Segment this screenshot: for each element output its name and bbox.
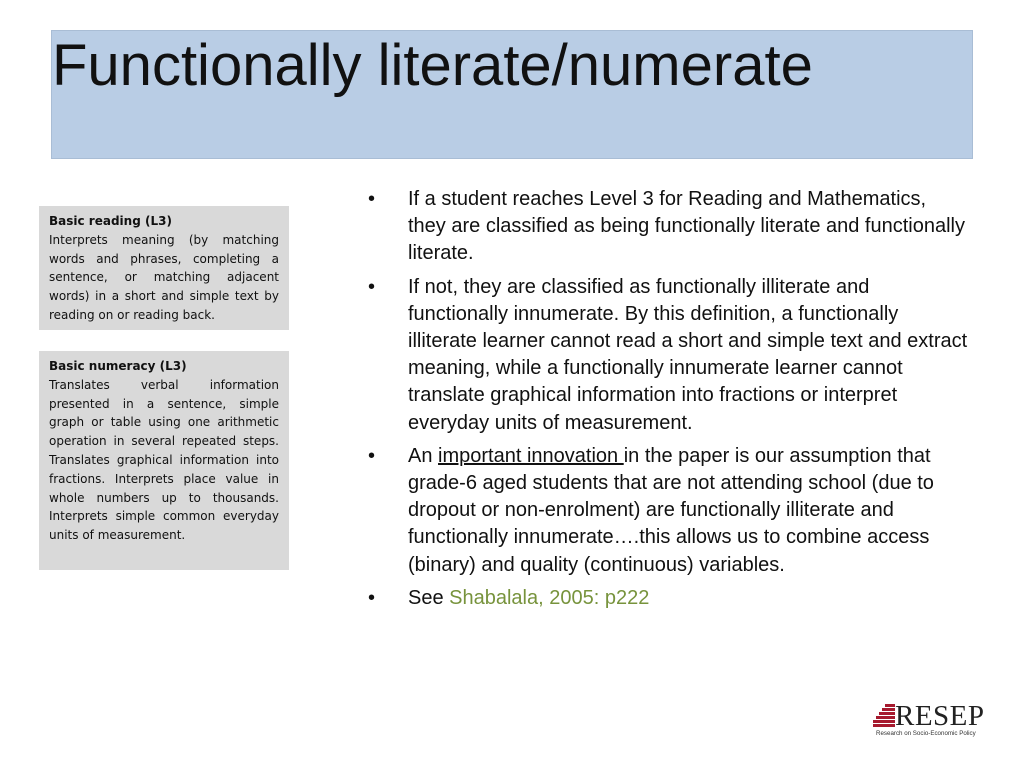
bullet-text-prefix: An	[408, 444, 439, 467]
slide-title: Functionally literate/numerate	[52, 33, 813, 98]
important-innovation-link[interactable]: important innovation	[438, 444, 624, 467]
bullet-text: If not, they are classified as functionally illiterate and functionally innumerate. By this definition, a functionally illiterate learner cannot read a short and simple text and extract meaning, while a functionally innumerate learner cannot translate graphical information into fractions or interpret everyday units of measurement.	[408, 275, 968, 434]
bullet-text: If a student reaches Level 3 for Reading and Mathematics, they are classified as being functionally literate and functionally literate.	[408, 188, 965, 265]
basic-reading-title: Basic reading (L3)	[49, 214, 172, 228]
bullet-item	[368, 585, 968, 612]
basic-numeracy-title: Basic numeracy (L3)	[49, 359, 187, 373]
resep-logo	[873, 700, 988, 740]
bullet-marker: •	[368, 188, 376, 210]
bullet-item	[368, 274, 968, 437]
bullet-marker: •	[368, 275, 376, 298]
logo-wordmark: RESEP	[895, 700, 985, 732]
logo-tagline: Research on Socio-Economic Policy	[876, 730, 976, 737]
bullet-marker: •	[368, 586, 376, 609]
bullet-item	[368, 443, 968, 579]
basic-reading-box	[39, 206, 289, 330]
bullet-marker: •	[368, 444, 376, 467]
basic-reading-text: Interprets meaning (by matching words and phrases, completing a sentence, or matching adjacent words) in a short and simple text by reading on or reading back.	[49, 232, 279, 322]
bullet-list	[368, 186, 968, 618]
citation-link[interactable]: Shabalala, 2005: p222	[449, 586, 650, 609]
basic-numeracy-box	[39, 351, 289, 570]
bullet-text-suffix: in the paper is our assumption that grade-6 aged students that are not attending school (due to dropout or non-enrolment) are functionally illiterate and functionally innumerate….this allows us to combine access (binary) and quality (continuous) variables.	[408, 444, 934, 576]
bullet-text-prefix: See	[408, 586, 450, 609]
basic-numeracy-text: Translates verbal information presented in a sentence, simple graph or table using one arithmetic operation in several repeated steps. Translates graphical information into fractions. Interprets place value in whole numbers up to thousands. Interprets simple common everyday units of measurement.	[49, 377, 279, 543]
stair-bars-icon	[873, 704, 895, 728]
bullet-item	[368, 186, 968, 268]
